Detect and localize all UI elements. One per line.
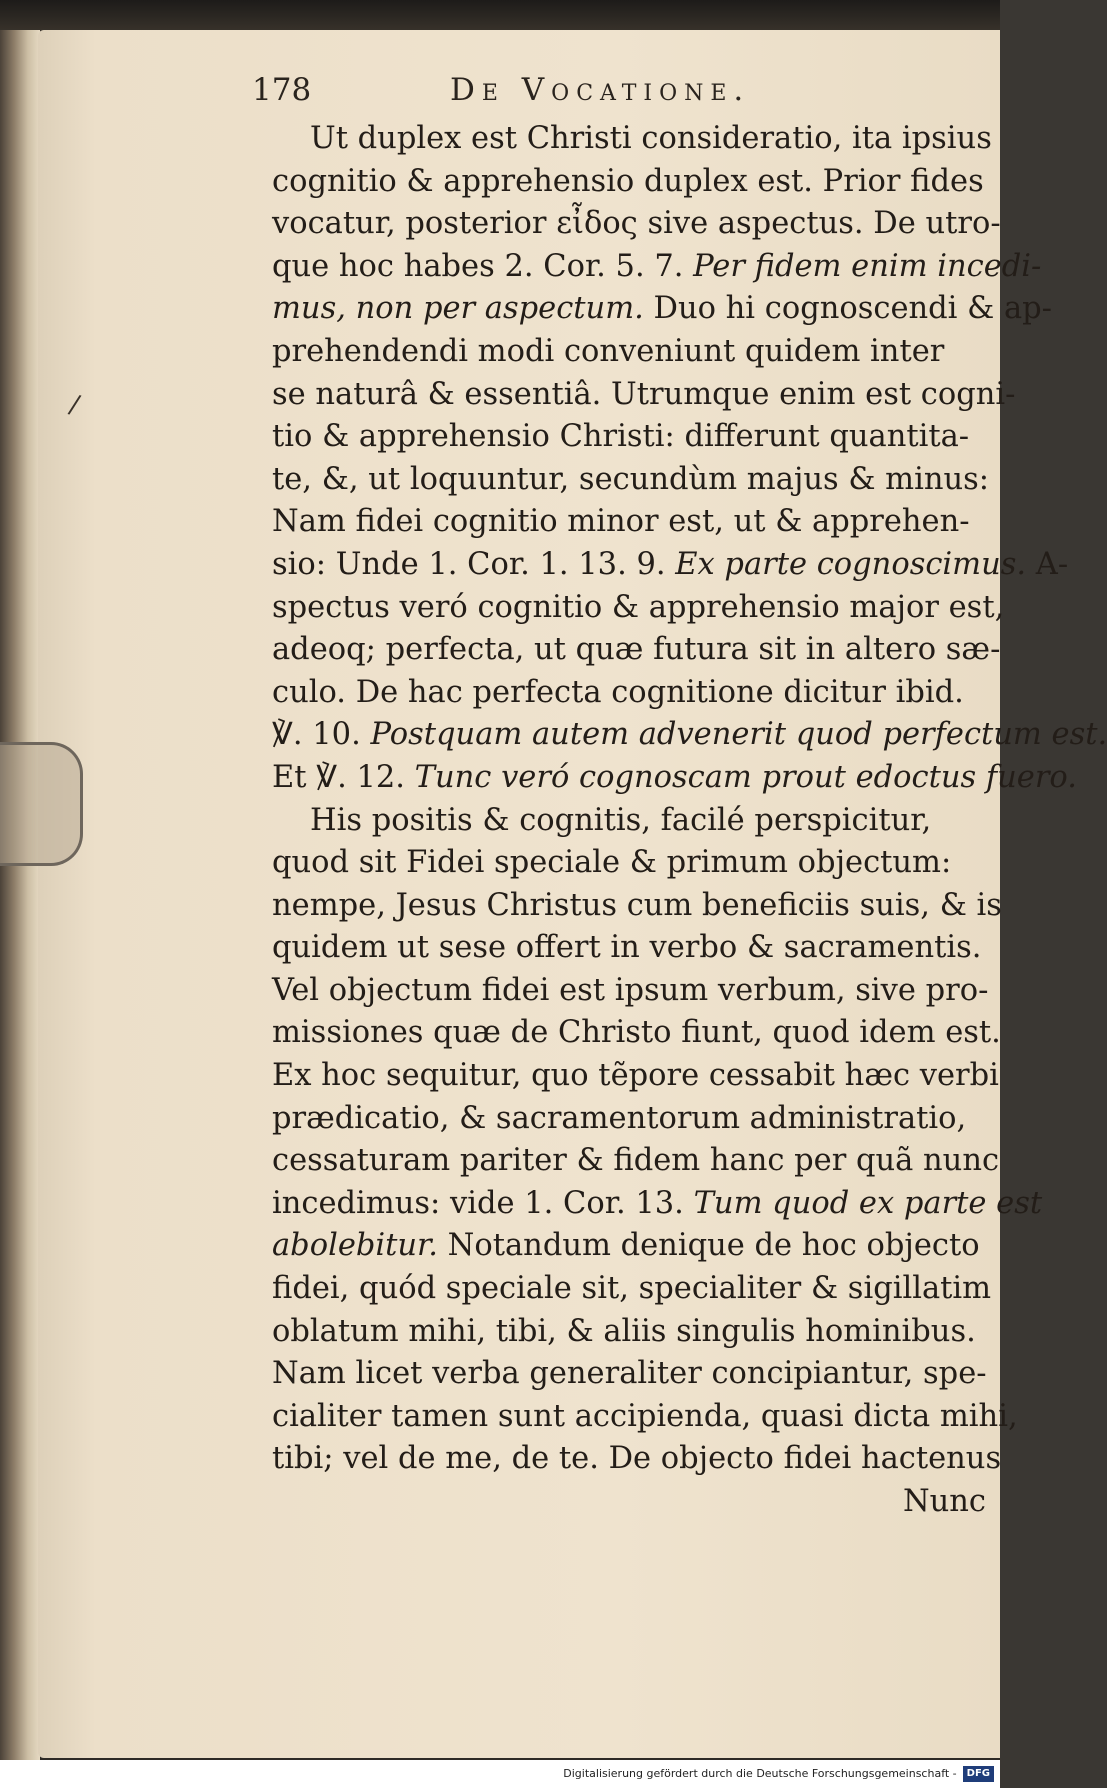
text-run: ℣. 10. <box>272 717 371 753</box>
italic-phrase: Postquam autem advenerit quod perfectum est. <box>370 717 1107 753</box>
text-line: quod sit Fidei speciale & primum objectum: <box>272 845 952 881</box>
body-text <box>272 118 1107 1524</box>
top-shadow <box>0 0 1000 34</box>
text-line: cessaturam pariter & fidem hanc per quã nunc <box>272 1143 1000 1179</box>
text-line <box>272 1183 1043 1226</box>
text-line: Nam licet verba generaliter concipiantur, spe- <box>272 1356 987 1392</box>
text-line: missiones quæ de Christo fiunt, quod idem est. <box>272 1015 1001 1051</box>
page-number: 178 <box>252 72 312 108</box>
text-line: oblatum mihi, tibi, & aliis singulis hominibus. <box>272 1313 976 1349</box>
italic-phrase: Ex parte cognoscimus. <box>675 546 1027 582</box>
text-line: fidei, quód speciale sit, specialiter & sigillatim <box>272 1271 992 1307</box>
running-title: De Vocatione. <box>450 72 751 108</box>
text-line: se naturâ & essentiâ. Utrumque enim est cogni- <box>272 376 1016 412</box>
text-line: prehendendi modi conveniunt quidem inter <box>272 333 945 369</box>
text-line: adeoq; perfecta, ut quæ futura sit in altero sæ- <box>272 632 1001 668</box>
text-line: quidem ut sese offert in verbo & sacramentis. <box>272 930 982 966</box>
text-run: que hoc habes 2. Cor. 5. 7. <box>272 248 694 284</box>
footer <box>0 1760 1000 1788</box>
text-line: nempe, Jesus Christus cum beneficiis suis, & is <box>272 887 1002 923</box>
text-run: Notandum denique de hoc objecto <box>437 1228 980 1264</box>
text-line: prædicatio, & sacramentorum administratio, <box>272 1100 967 1136</box>
text-line <box>272 757 1077 800</box>
text-line: Ut duplex est Christi consideratio, ita ipsius <box>310 121 992 156</box>
text-line: cialiter tamen sunt accipienda, quasi dicta mihi, <box>272 1398 1018 1434</box>
italic-phrase: Tum quod ex parte est <box>693 1185 1043 1221</box>
italic-phrase: Tunc veró cognoscam prout edoctus fuero. <box>414 759 1077 795</box>
text-line: Vel objectum fidei est ipsum verbum, sive pro- <box>272 972 989 1008</box>
text-line <box>272 288 1052 331</box>
catchword: Nunc <box>902 1484 986 1519</box>
margin-mark: / <box>66 389 83 421</box>
text-line: Ex hoc sequitur, quo tẽpore cessabit hæc verbi <box>272 1058 999 1094</box>
text-run: incedimus: vide 1. Cor. 13. <box>272 1185 694 1221</box>
text-run: Duo hi cognoscendi & ap- <box>643 291 1052 327</box>
text-line: cognitio & apprehensio duplex est. Prior fides <box>272 163 984 199</box>
page-header <box>252 70 892 110</box>
text-run: sio: Unde 1. Cor. 1. 13. 9. <box>272 546 676 582</box>
text-line <box>272 1225 1000 1268</box>
book-spine <box>0 30 40 1760</box>
text-line <box>272 544 1069 587</box>
text-line: spectus veró cognitio & apprehensio major est, <box>272 589 1005 625</box>
dfg-logo-icon: DFG <box>963 1766 994 1782</box>
text-run: Et ℣. 12. <box>272 759 415 795</box>
text-line: His positis & cognitis, facilé perspicitur, <box>310 802 932 838</box>
italic-phrase: Per fidem enim incedi- <box>693 248 1042 284</box>
text-line: tibi; vel de me, de te. De objecto fidei hactenus <box>272 1441 1002 1477</box>
text-line: Nam fidei cognitio minor est, ut & apprehen- <box>272 504 970 540</box>
text-run: A- <box>1026 546 1069 582</box>
text-line: culo. De hac perfecta cognitione dicitur ibid. <box>272 674 964 710</box>
text-line <box>272 246 1042 289</box>
text-line <box>272 714 1107 757</box>
italic-phrase: abolebitur. <box>272 1228 438 1264</box>
italic-phrase: mus, non per aspectum. <box>272 291 644 327</box>
text-line: tio & apprehensio Christi: differunt quantita- <box>272 419 970 455</box>
page-clip <box>0 742 83 866</box>
footer-credit: Digitalisierung gefördert durch die Deutsche Forschungsgemeinschaft - <box>563 1767 957 1780</box>
text-line: vocatur, posterior εἶδος sive aspectus. De utro- <box>272 206 1001 242</box>
text-line: te, &, ut loquuntur, secundùm majus & minus: <box>272 461 990 497</box>
